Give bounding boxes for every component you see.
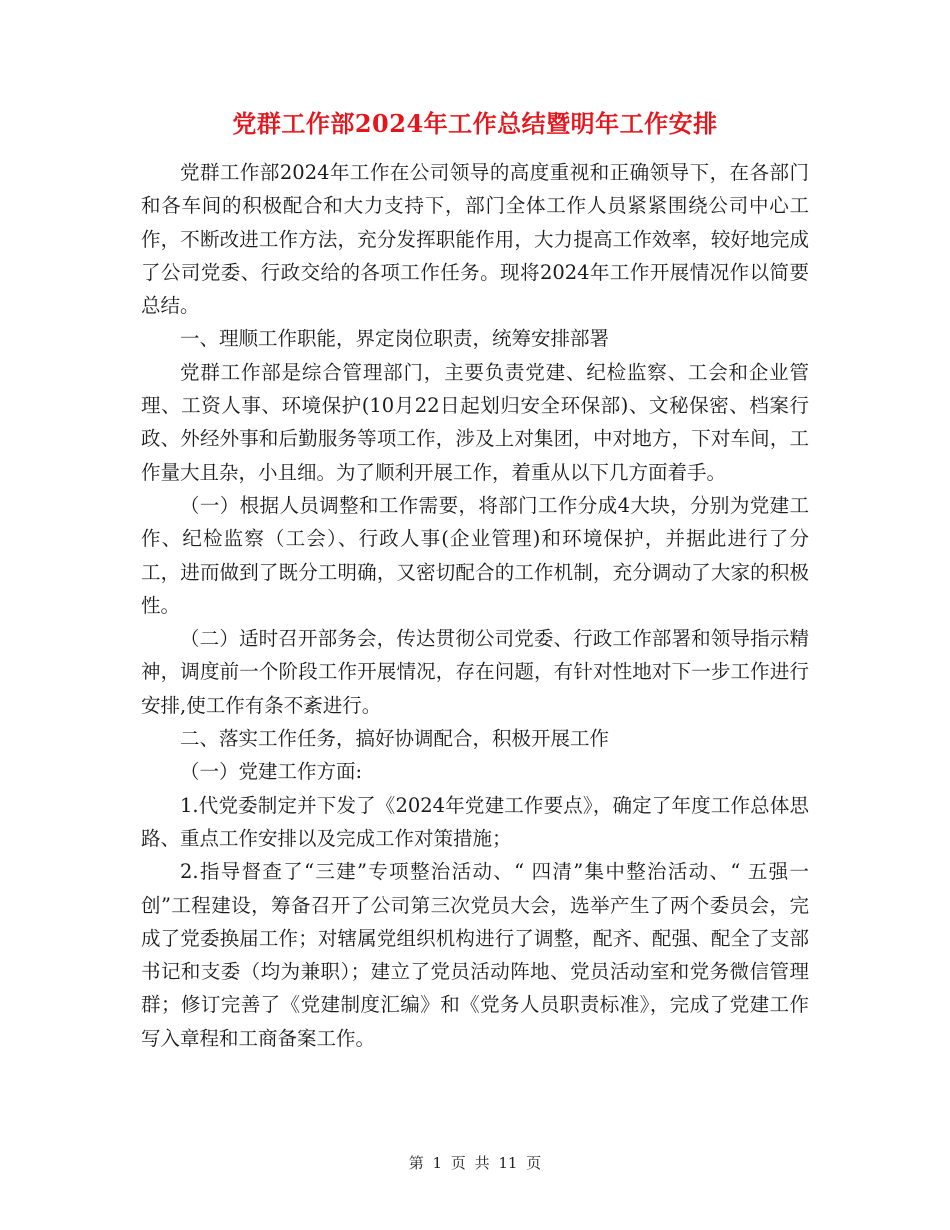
section-1-paragraph: 党群工作部是综合管理部门，主要负责党建、纪检监察、工会和企业管理、工资人事、环境保护(10月22日起划归安全环保部)、文秘保密、档案行政、外经外事和后勤服务等项工作，涉及上对集团，中对地方，下对车间，工作量大且杂，小且细。为了顺利开展工作，着重从以下几方面着手。 — [141, 360, 809, 484]
section-heading-2: 二、落实工作任务，搞好协调配合，积极开展工作 — [180, 727, 610, 751]
document-title: 党群工作部2024年工作总结暨明年工作安排 — [232, 109, 718, 138]
section-1-item-2: （二）适时召开部务会，传达贯彻公司党委、行政工作部署和领导指示精神，调度前一个阶段工作开展情况，存在问题，有针对性地对下一步工作进行安排,使工作有条不紊进行。 — [141, 627, 809, 717]
page-number-footer: 第 1 页 共 11 页 — [408, 1154, 542, 1172]
section-1-item-1: （一）根据人员调整和工作需要，将部门工作分成4大块，分别为党建工作、纪检监察（工会）、行政人事(企业管理)和环境保护，并据此进行了分工，进而做到了既分工明确，又密切配合的工作机制，充分调动了大家的积极性。 — [141, 493, 809, 617]
party-item-1: 1.代党委制定并下发了《2024年党建工作要点》，确定了年度工作总体思路、重点工作安排以及完成工作对策措施； — [141, 793, 809, 850]
subsection-heading-party: （一）党建工作方面: — [180, 760, 363, 784]
intro-paragraph: 党群工作部2024年工作在公司领导的高度重视和正确领导下，在各部门和各车间的积极配合和大力支持下，部门全体工作人员紧紧围绕公司中心工作，不断改进工作方法，充分发挥职能作用，大力提高工作效率，较好地完成了公司党委、行政交给的各项工作任务。现将2024年工作开展情况作以简要总结。 — [141, 161, 809, 318]
section-heading-1: 一、理顺工作职能，界定岗位职责，统筹安排部署 — [180, 327, 610, 351]
document-body — [141, 156, 809, 1055]
party-item-2: 2.指导督查了“三建”专项整治活动、“ 四清”集中整治活动、“ 五强一创”工程建设，筹备召开了公司第三次党员大会，选举产生了两个委员会，完成了党委换届工作；对辖属党组织机构进行了调整，配齐、配强、配全了支部书记和支委（均为兼职）；建立了党员活动阵地、党员活动室和党务微信管理群；修订完善了《党建制度汇编》和《党务人员职责标准》，完成了党建工作写入章程和工商备案工作。 — [141, 860, 809, 1050]
